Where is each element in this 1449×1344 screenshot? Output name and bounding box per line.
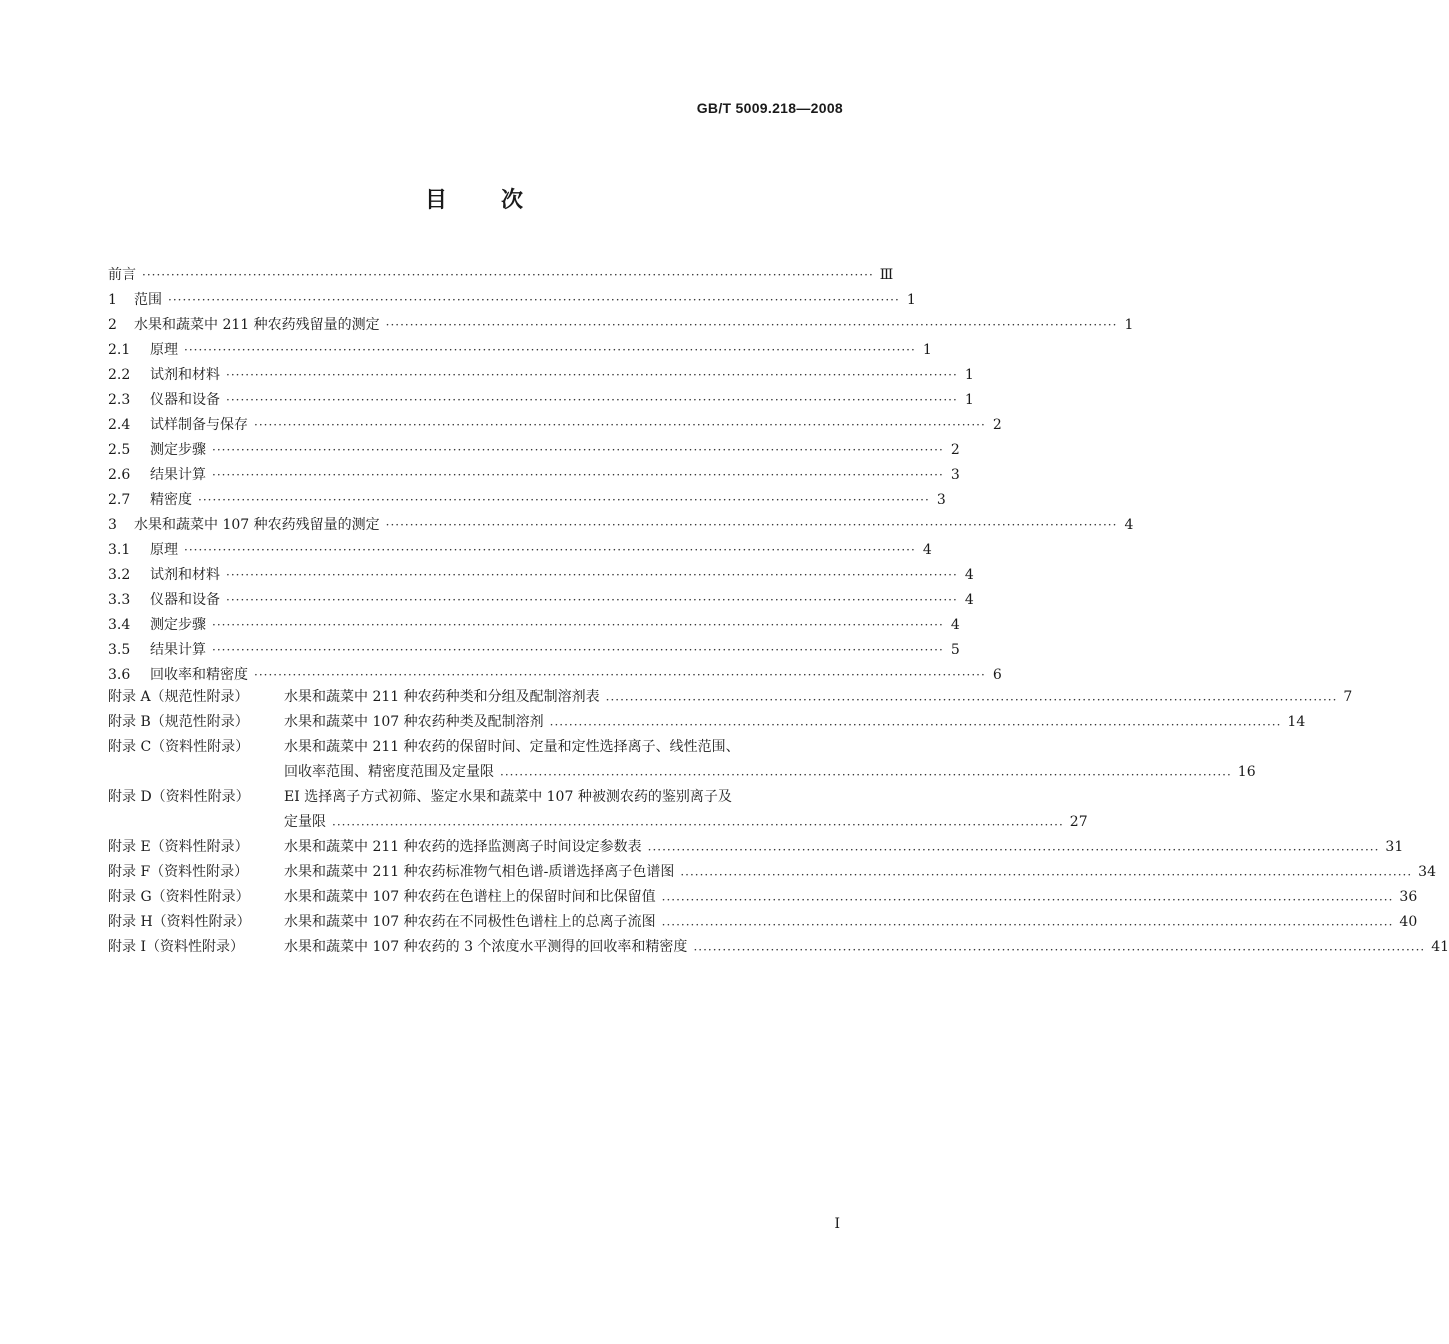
appendix-title: 水果和蔬菜中 107 种农药在色谱柱上的保留时间和比保留值 xyxy=(284,889,656,905)
dot-leader xyxy=(212,465,944,485)
appendix-title: 回收率范围、精密度范围及定量限 xyxy=(284,764,494,780)
toc-appendix-entry[interactable] xyxy=(108,885,1418,910)
page-title xyxy=(0,183,950,214)
dot-leader xyxy=(212,640,944,660)
toc-entry-page: 4 xyxy=(922,542,932,558)
toc-entry-number: 1 xyxy=(108,292,117,308)
toc-entry-page: 3 xyxy=(950,467,960,483)
appendix-page: 31 xyxy=(1385,839,1404,855)
toc-entry-number: 2.1 xyxy=(108,342,131,358)
title-char-1: 目 xyxy=(424,187,449,213)
toc-entry-label: 范围 xyxy=(134,292,162,308)
appendix-title: 水果和蔬菜中 211 种农药的保留时间、定量和定性选择离子、线性范围、 xyxy=(284,739,740,755)
appendix-prefix: 附录 B（规范性附录） xyxy=(108,714,249,730)
toc-entry-number: 2.4 xyxy=(108,417,131,433)
toc-entry[interactable] xyxy=(108,285,916,310)
toc-entry-number: 3 xyxy=(108,517,117,533)
toc-appendix-entry[interactable] xyxy=(108,785,1088,835)
appendix-prefix: 附录 D（资料性附录） xyxy=(108,789,250,805)
dot-leader xyxy=(662,890,1394,910)
toc-entry-title xyxy=(108,490,192,510)
toc-appendix-entry[interactable] xyxy=(108,910,1418,935)
toc-entry-number: 2.2 xyxy=(108,367,131,383)
toc-entry-page: 5 xyxy=(950,642,960,658)
toc-entry-title xyxy=(108,415,248,435)
appendix-title: 水果和蔬菜中 211 种农药种类和分组及配制溶剂表 xyxy=(284,689,600,705)
toc-entry-page: 4 xyxy=(964,567,974,583)
dot-leader xyxy=(226,590,958,610)
toc-entry-title xyxy=(108,540,178,560)
appendix-page: 16 xyxy=(1237,764,1256,780)
toc-entry-label: 试样制备与保存 xyxy=(150,417,248,433)
appendix-title: EI 选择离子方式初筛、鉴定水果和蔬菜中 107 种被测农药的鉴别离子及 xyxy=(284,789,732,805)
appendix-prefix: 附录 F（资料性附录） xyxy=(108,864,249,880)
toc-entry-number: 2.5 xyxy=(108,442,131,458)
toc-entry[interactable] xyxy=(108,435,960,460)
toc-entry-label: 结果计算 xyxy=(150,467,206,483)
toc-entry[interactable] xyxy=(108,560,974,585)
toc-entry[interactable] xyxy=(108,535,932,560)
toc-entry-title xyxy=(108,515,380,535)
appendix-title: 水果和蔬菜中 211 种农药标准物气相色谱-质谱选择离子色谱图 xyxy=(284,864,675,880)
dot-leader xyxy=(386,515,1118,535)
dot-leader xyxy=(168,290,900,310)
toc-entry-number: 3.3 xyxy=(108,592,131,608)
dot-leader xyxy=(142,265,874,285)
toc-entry-page: 1 xyxy=(964,392,974,408)
toc-entry[interactable] xyxy=(108,585,974,610)
footer-page-number: I xyxy=(834,1216,840,1232)
toc-entry-number: 2.7 xyxy=(108,492,131,508)
toc-entry-label: 仪器和设备 xyxy=(150,392,220,408)
toc-entry-page: 1 xyxy=(1124,317,1134,333)
toc-entry-page: 1 xyxy=(922,342,932,358)
toc-entry[interactable] xyxy=(108,610,960,635)
toc-entry[interactable] xyxy=(108,335,932,360)
toc-entry-page: 1 xyxy=(906,292,916,308)
appendix-title: 水果和蔬菜中 211 种农药的选择监测离子时间设定参数表 xyxy=(284,839,642,855)
toc-entry[interactable] xyxy=(108,410,1002,435)
toc-entry-title xyxy=(108,590,220,610)
dot-leader xyxy=(332,815,1064,835)
appendix-prefix: 附录 A（规范性附录） xyxy=(108,689,249,705)
toc-entry-label: 原理 xyxy=(150,342,178,358)
appendix-title: 定量限 xyxy=(284,814,326,830)
dot-leader xyxy=(226,565,958,585)
dot-leader xyxy=(226,365,958,385)
dot-leader xyxy=(184,540,916,560)
dot-leader xyxy=(226,390,958,410)
dot-leader xyxy=(386,315,1118,335)
toc-entry[interactable] xyxy=(108,360,974,385)
toc-entry[interactable] xyxy=(108,385,974,410)
dot-leader xyxy=(212,615,944,635)
dot-leader xyxy=(680,865,1412,885)
toc-entry-title xyxy=(108,465,206,485)
dot-leader xyxy=(254,415,986,435)
appendix-page: 34 xyxy=(1418,864,1436,880)
toc-entry-number: 3.1 xyxy=(108,542,131,558)
appendix-prefix: 附录 I（资料性附录） xyxy=(108,939,244,955)
toc-entry-page: 1 xyxy=(964,367,974,383)
table-of-contents xyxy=(108,260,1449,960)
toc-entry[interactable] xyxy=(108,485,946,510)
appendix-page: 41 xyxy=(1431,939,1449,955)
toc-entry[interactable] xyxy=(108,510,1134,535)
toc-entry-label: 测定步骤 xyxy=(150,617,206,633)
toc-entry-number: 2.6 xyxy=(108,467,131,483)
toc-entry[interactable] xyxy=(108,260,894,285)
toc-entry-label: 仪器和设备 xyxy=(150,592,220,608)
appendix-prefix: 附录 C（资料性附录） xyxy=(108,739,250,755)
toc-entry-page: Ⅲ xyxy=(879,267,894,283)
toc-entry-page: 4 xyxy=(950,617,960,633)
toc-entry-title xyxy=(108,615,206,635)
dot-leader xyxy=(693,940,1425,960)
appendix-page: 40 xyxy=(1399,914,1418,930)
toc-entry-number: 3.4 xyxy=(108,617,131,633)
appendix-prefix: 附录 H（资料性附录） xyxy=(108,914,251,930)
toc-entry-label: 试剂和材料 xyxy=(150,367,220,383)
toc-entry-title xyxy=(108,340,178,360)
toc-entry-number: 3.5 xyxy=(108,642,131,658)
appendix-title: 水果和蔬菜中 107 种农药在不同极性色谱柱上的总离子流图 xyxy=(284,914,656,930)
toc-entry-number: 3.6 xyxy=(108,667,131,683)
toc-entry-title xyxy=(108,265,136,285)
toc-entry-label: 试剂和材料 xyxy=(150,567,220,583)
toc-appendix-entry[interactable] xyxy=(108,835,1404,860)
dot-leader xyxy=(550,715,1282,735)
dot-leader xyxy=(198,490,930,510)
toc-entry[interactable] xyxy=(108,460,960,485)
toc-entry-label: 结果计算 xyxy=(150,642,206,658)
toc-entry-number: 2 xyxy=(108,317,117,333)
toc-entry-number: 2.3 xyxy=(108,392,131,408)
toc-entry-title xyxy=(108,390,220,410)
appendix-page: 27 xyxy=(1069,814,1088,830)
toc-entry-page: 2 xyxy=(992,417,1002,433)
toc-appendix-entry[interactable] xyxy=(108,710,1306,735)
appendix-prefix: 附录 E（资料性附录） xyxy=(108,839,249,855)
toc-appendix-entry[interactable] xyxy=(108,735,1256,785)
toc-appendix-entry[interactable] xyxy=(108,860,1436,885)
toc-entry-number: 3.2 xyxy=(108,567,131,583)
title-char-2: 次 xyxy=(501,187,526,213)
toc-entry[interactable] xyxy=(108,660,1002,685)
toc-entry-label: 水果和蔬菜中 211 种农药残留量的测定 xyxy=(134,317,380,333)
standard-code: GB/T 5009.218—2008 xyxy=(696,100,843,116)
appendix-title: 水果和蔬菜中 107 种农药的 3 个浓度水平测得的回收率和精密度 xyxy=(284,939,688,955)
toc-entry-title xyxy=(108,290,162,310)
dot-leader xyxy=(184,340,916,360)
dot-leader xyxy=(254,665,986,685)
dot-leader xyxy=(648,840,1380,860)
toc-entry-page: 4 xyxy=(964,592,974,608)
toc-entry-page: 2 xyxy=(950,442,960,458)
dot-leader xyxy=(500,765,1232,785)
toc-entry-label: 精密度 xyxy=(150,492,192,508)
toc-entry-label: 回收率和精密度 xyxy=(150,667,248,683)
appendix-page: 14 xyxy=(1287,714,1306,730)
toc-entry[interactable] xyxy=(108,310,1134,335)
toc-entry-page: 4 xyxy=(1124,517,1134,533)
appendix-page: 36 xyxy=(1399,889,1418,905)
dot-leader xyxy=(662,915,1394,935)
dot-leader xyxy=(212,440,944,460)
toc-entry-title xyxy=(108,440,206,460)
toc-entry-label: 水果和蔬菜中 107 种农药残留量的测定 xyxy=(134,517,380,533)
appendix-prefix: 附录 G（资料性附录） xyxy=(108,889,250,905)
toc-entry-title xyxy=(108,640,206,660)
toc-appendix-entry[interactable] xyxy=(108,935,1449,960)
appendix-title: 水果和蔬菜中 107 种农药种类及配制溶剂 xyxy=(284,714,544,730)
toc-entry-title xyxy=(108,365,220,385)
toc-entry-label: 测定步骤 xyxy=(150,442,206,458)
toc-entry-title xyxy=(108,665,248,685)
toc-entry-title xyxy=(108,565,220,585)
toc-appendix-entry[interactable] xyxy=(108,685,1353,710)
toc-entry-page: 3 xyxy=(936,492,946,508)
toc-entry-label: 原理 xyxy=(150,542,178,558)
appendix-page: 7 xyxy=(1343,689,1353,705)
toc-entry-title xyxy=(108,315,380,335)
dot-leader xyxy=(606,690,1338,710)
toc-entry[interactable] xyxy=(108,635,960,660)
toc-entry-label: 前言 xyxy=(108,267,136,283)
toc-entry-page: 6 xyxy=(992,667,1002,683)
